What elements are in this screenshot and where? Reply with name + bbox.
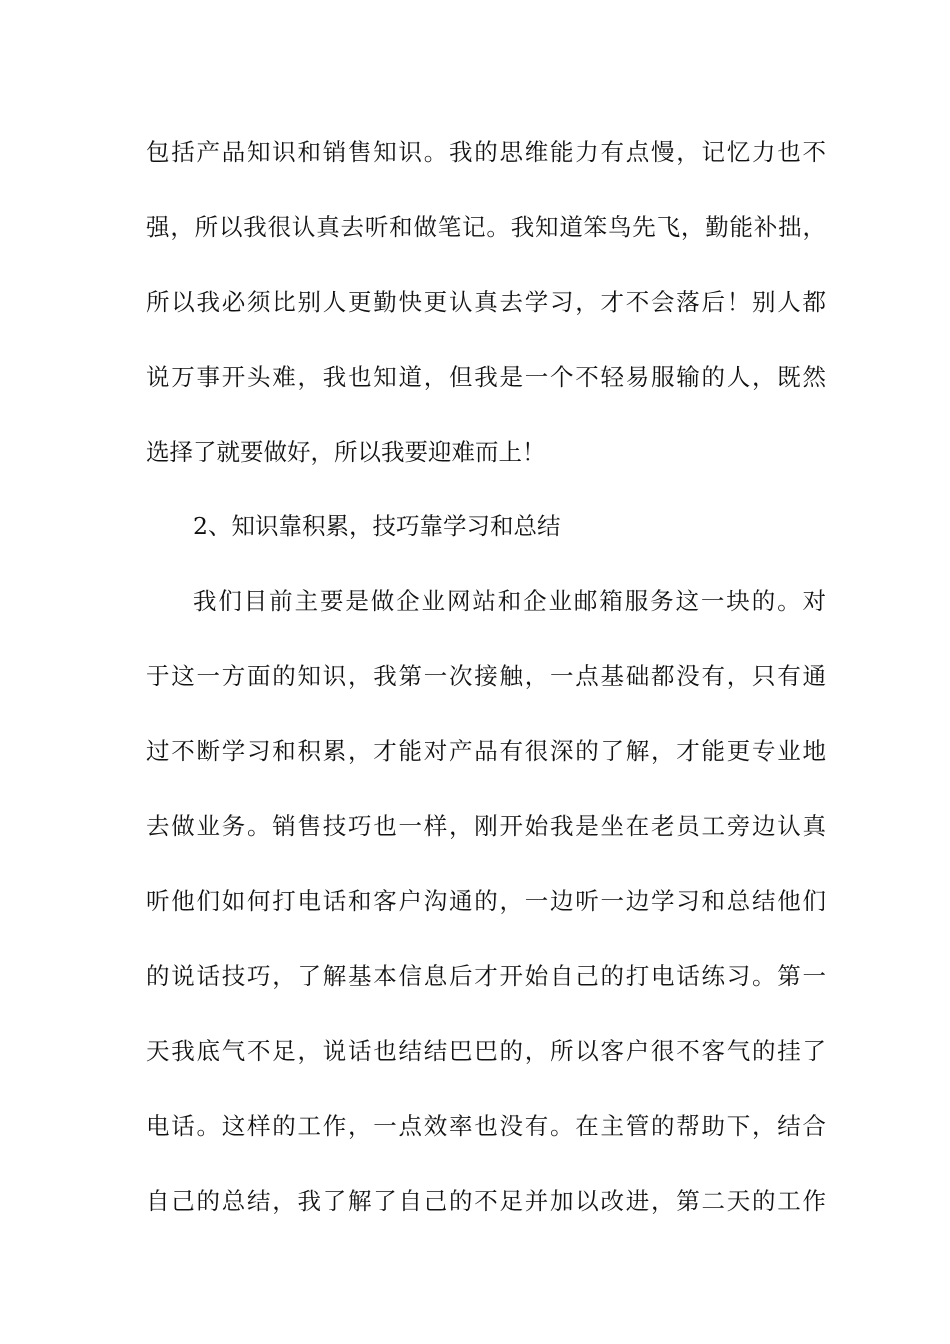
- paragraph-line: 所以我必须比别人更勤快更认真去学习，才不会落后！别人都: [146, 288, 826, 316]
- section-heading: 2、知识靠积累，技巧靠学习和总结: [193, 512, 561, 540]
- paragraph-line: 包括产品知识和销售知识。我的思维能力有点慢，记忆力也不: [146, 138, 826, 166]
- paragraph-line: 强，所以我很认真去听和做笔记。我知道笨鸟先飞，勤能补拙，: [146, 213, 826, 241]
- paragraph-line: 于这一方面的知识，我第一次接触，一点基础都没有，只有通: [146, 662, 826, 690]
- paragraph-line: 我们目前主要是做企业网站和企业邮箱服务这一块的。对: [193, 587, 826, 615]
- paragraph-line: 过不断学习和积累，才能对产品有很深的了解，才能更专业地: [146, 737, 826, 765]
- paragraph-line: 选择了就要做好，所以我要迎难而上！: [146, 438, 546, 466]
- paragraph-line: 去做业务。销售技巧也一样，刚开始我是坐在老员工旁边认真: [146, 812, 826, 840]
- paragraph-line: 电话。这样的工作，一点效率也没有。在主管的帮助下，结合: [146, 1112, 826, 1140]
- paragraph-line: 的说话技巧，了解基本信息后才开始自己的打电话练习。第一: [146, 962, 826, 990]
- paragraph-line: 自己的总结，我了解了自己的不足并加以改进，第二天的工作: [146, 1187, 826, 1215]
- paragraph-line: 说万事开头难，我也知道，但我是一个不轻易服输的人，既然: [146, 363, 826, 391]
- paragraph-line: 听他们如何打电话和客户沟通的，一边听一边学习和总结他们: [146, 887, 826, 915]
- paragraph-line: 天我底气不足，说话也结结巴巴的，所以客户很不客气的挂了: [146, 1037, 826, 1065]
